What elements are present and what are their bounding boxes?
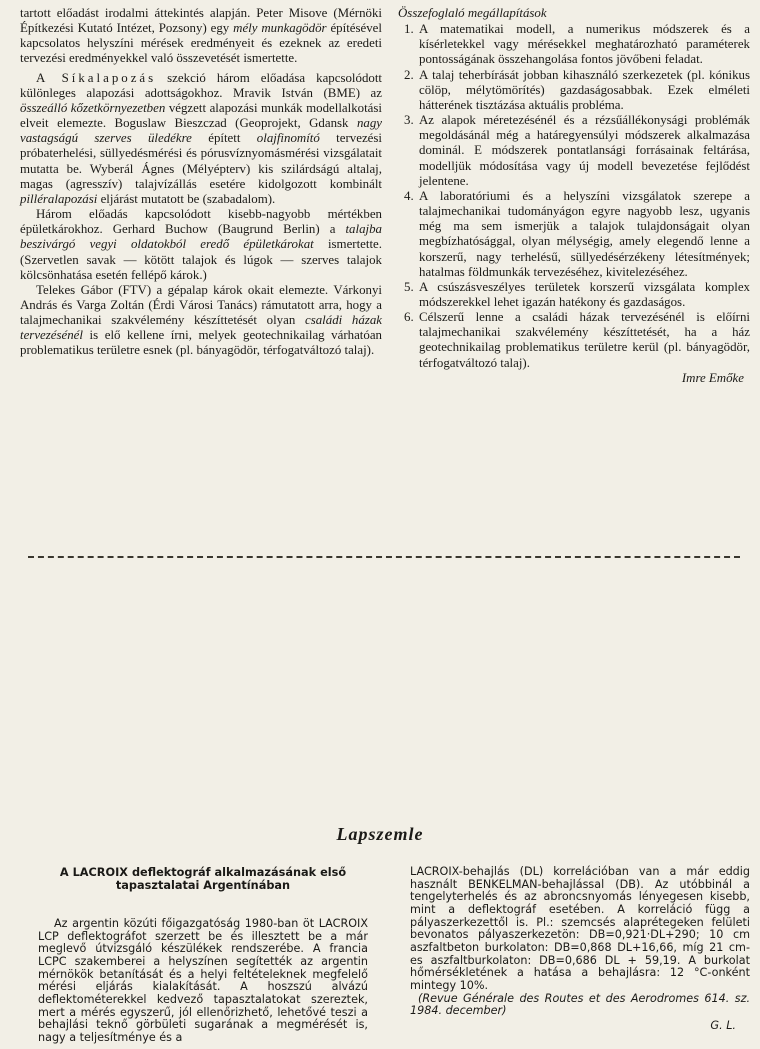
findings-list: [398, 22, 750, 371]
review-heading: Lapszemle: [336, 824, 424, 844]
list-item: 2. A talaj teherbírását jobban kihasználó szerkezetek (pl. kónikus cölöp, mélytömörítés) gazdaságosabbak. Ezek elméleti hátterének tisztázása aktuális probléma.: [404, 67, 750, 112]
review-paragraph: LACROIX-behajlás (DL) korrelációban van a már eddig használt BENKELMAN-behajlással (DB). Az utóbbinál a tengelyterhelés és az abroncsnyomás lényegesen kisebb, mint a deflektográf esetében. A korreláció függ a pályaszerkezettől is. Pl.: szemcsés alaprétegeken felületi bevonatos pályaszerkezetön: DB=0,921·DL+290; 10 cm aszfaltbeton burkolaton: DB=0,868 DL+16,66, míg 21 cm-es aszfaltburkolaton: DB=0,686 DL + 59,19. A burkolat hőmérsékletének a hatása a behajlásra: 12 °C-onként mintegy 10%.: [410, 865, 750, 992]
section-divider: [28, 556, 740, 558]
review-paragraph: Az argentin közúti főigazgatóság 1980-ban öt LACROIX LCP deflektográfot szerzett be és illesztett be a már meglevő útvizsgáló készülékek rendszerébe. A francia LCPC szakemberei a helyszínen segítették az argentin mérnökök betanítását és a helyi feltételeknek megfelelő mérési eljárás kialakítását. A hoszszú alvázú deflektométerekkel kedvező tapasztalatokat szereztek, mert a mérés egyszerű, jól ellenőrizhető, lehetővé teszi a behajlási teknő görbületi sugarának a megmérését is, nagy a teljesítménye és a: [38, 917, 368, 1044]
list-item: 5. A csúszásveszélyes területek korszerű vizsgálata komplex módszerekkel lehet igazán hatékony és gazdaságos.: [404, 279, 750, 309]
section-heading: Összefoglaló megállapítások: [398, 6, 547, 20]
article-title: A LACROIX deflektográf alkalmazásának első tapasztalatai Argentínában: [59, 866, 347, 892]
right-column: [398, 6, 750, 386]
list-item: 6. Célszerű lenne a családi házak tervezésénél is előírni talajmechanikai szakvélemény készíttetését, ha a ház geotechnikailag problematikus területre kerül (pl. bányagödör, térfogatváltozó talaj).: [404, 310, 750, 370]
paragraph: A Síkalapozás szekció három előadása kapcsolódott különleges alapozási adottságokhoz. Mravik István (BME) az összeálló kőzetkörnyezetben végzett alapozási munkák modellalkotási elveit elemezte. Boguslaw Bieszczad (Geoprojekt, Gdansk nagy vastagságú szerves üledékre épített olajfinomító tervezési próbaterhelési, süllyedésmérési és pórusvíznyomásmérési vizsgálatait mutatta be. Wyberál Ágnes (Mélyépterv) kis szilárdságú altalaj, magas (agresszív) talajvízállás esetére kidolgozott kombinált pilléralapozási eljárást mutatott be (szabadalom).: [20, 70, 382, 206]
list-item: 4. A laboratóriumi és a helyszíni vizsgálatok szerepe a talajmechanikai tudományágon egyre nagyobb lesz, ugyanis még ma sem ismerjük a talajok tulajdonságait olyan megbízhatósággal, olyan mélységig, amely elegendő lenne a korszerű, nagy terhelésű, süllyedésérzékeny létesítmények; hatalmas földmunkák tervezéséhez, kivitelezéséhez.: [404, 188, 750, 279]
left-column: [20, 6, 382, 359]
review-right-column: [410, 866, 750, 1033]
paragraph: Három előadás kapcsolódott kisebb-nagyobb mértékben épületkárokhoz. Gerhard Buchow (Baugrund Berlin) a talajba beszivárgó vegyi oldatokból eredő épületkárokat ismertette. (Szervetlen savak — kötött talajok és lúgok — szerves talajok kölcsönhatása esetén fellépő károk.): [20, 207, 382, 282]
paragraph: tartott előadást irodalmi áttekintés alapján. Peter Misove (Mérnöki Építkezési Kutató Intézet, Pozsony) egy mély munkagödör építésével kapcsolatos helyszíni mérések eredményeit és ezeknek az eredeti tervezési eredményekkel való összevetését ismertette.: [20, 6, 382, 66]
list-item: 3. Az alapok méretezésénél és a rézsűállékonysági problémák megoldásánál még a határegyensúlyi módszerek alkalmazása dominál. E módszerek pontatlansági forrásainak feltárása, modelljük módosítása vagy új modell bevezetése fejlődést jelentene.: [404, 113, 750, 188]
paragraph: Telekes Gábor (FTV) a gépalap károk okait elemezte. Várkonyi András és Varga Zoltán (Érdi Városi Tanács) rámutatott arra, hogy a talajmechanikai szakvélemény készíttetését olyan családi házak tervezésénél is elő kellene írni, melyek geotechnikailag várhatóan problematikus területre esnek (pl. bányagödör, térfogatváltozó talaj).: [20, 282, 382, 358]
author-signature: Imre Emőke: [681, 370, 744, 385]
review-signature: G. L.: [710, 1018, 736, 1032]
list-item: 1. A matematikai modell, a numerikus módszerek és a kísérletekkel vagy mérésekkel meghatározható paraméterek pontosságának összehangolása fontos jövőbeni feladat.: [404, 22, 750, 67]
review-left-column: [38, 866, 368, 1045]
source-citation: (Revue Générale des Routes et des Aerodromes 614. sz. 1984. december): [410, 991, 750, 1018]
